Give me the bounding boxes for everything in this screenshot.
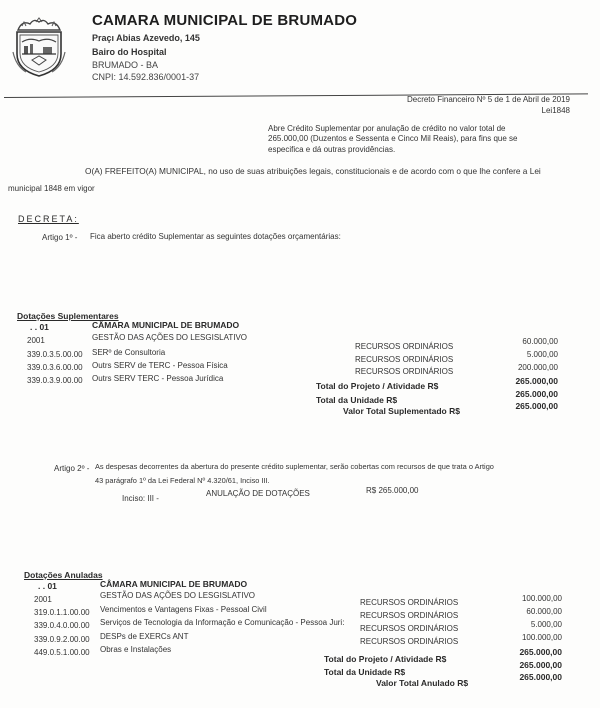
project-code: 2001 [27,336,45,345]
expense-code: 339.0.9.2.00.00 [34,635,90,644]
unit-name: CÂMARA MUNICIPAL DE BRUMADO [92,320,240,330]
city-line: BRUMADO - BA [92,60,159,70]
expense-code: 339.0.3.9.00.00 [27,376,83,385]
total-project-value: 265.000,00 [515,376,558,386]
inciso-value: R$ 265.000,00 [366,486,419,495]
expense-desc: DESPs de EXERCs ANT [100,632,189,641]
expense-desc: Outrs SERV de TERC - Pessoa Física [92,361,228,370]
neighborhood-line: Bairo do Hospital [92,47,167,57]
expense-source: RECURSOS ORDINÁRIOS [355,355,454,364]
unit-code: . . 01 [38,581,57,591]
total-unit-value: 265.000,00 [515,389,558,399]
total-unit-value: 265.000,00 [519,660,562,670]
expense-desc: Vencimentos e Vantagens Fixas - Pessoal Civil [100,605,267,614]
project-name: GESTÃO DAS AÇÕES DO LESGISLATIVO [100,591,256,600]
expense-code: 339.0.3.5.00.00 [27,350,83,359]
address-line: Praçı Abias Azevedo, 145 [92,33,200,43]
project-code: 2001 [34,595,52,604]
total-project-value: 265.000,00 [519,647,562,657]
unit-name: CÂMARA MUNICIPAL DE BRUMADO [100,579,248,589]
decree-title: Decreto Financeiro Nº 5 de 1 de Abril de 2019 [406,95,570,104]
total-unit-label: Total da Unidade R$ [316,395,398,405]
expense-value: 60.000,00 [526,607,562,616]
preamble-cont: municipal 1848 em vigor [8,184,95,193]
org-name: CAMARA MUNICIPAL DE BRUMADO [92,12,358,29]
expense-code: 319.0.1.1.00.00 [34,608,90,617]
expense-desc: Outrs SERV TERC - Pessoa Jurídica [92,374,224,383]
grand-total-value: 265.000,00 [519,672,562,682]
decree-summary-line: 265.000,00 (Duzentos e Sessenta e Cinco Mil Reais), para fins que se [268,134,518,143]
expense-code: 339.0.4.0.00.00 [34,621,90,630]
article1-label: Artigo 1º - [42,233,78,242]
inciso-text: ANULAÇÃO DE DOTAÇÕES [206,489,310,498]
article2-label: Artigo 2º - [54,464,90,473]
inciso-label: Inciso: III - [122,494,159,503]
expense-code: 449.0.5.1.00.00 [34,648,90,657]
coat-of-arms-icon [10,16,68,78]
supplementary-section-title: Dotações Suplementares [17,311,119,321]
expense-value: 100.000,00 [521,633,562,642]
decreta-heading: DECRETA: [18,214,79,224]
cnpj-line: CNPI: 14.592.836/0001-37 [92,72,200,82]
expense-value: 60.000,00 [522,337,558,346]
project-name: GESTÃO DAS AÇÕES DO LESGISLATIVO [92,333,248,342]
expense-desc: SERº de Consultoria [92,348,166,357]
grand-total-label: Valor Total Suplementado R$ [343,406,460,416]
decree-summary-line: Abre Crédito Suplementar por anulação de crédito no valor total de [268,124,506,133]
expense-desc: Serviços de Tecnologia da Informação e Comunicação - Pessoa Juri: [100,618,345,627]
unit-code: . . 01 [30,322,49,332]
expense-value: 5.000,00 [526,350,558,359]
expense-source: RECURSOS ORDINÁRIOS [360,598,459,607]
expense-value: 100.000,00 [521,594,562,603]
total-project-label: Total do Projeto / Atividade R$ [316,381,439,391]
expense-source: RECURSOS ORDINÁRIOS [360,624,459,633]
expense-desc: Obras e Instalações [100,645,172,654]
annulled-section-title: Dotações Anuladas [24,570,103,580]
expense-source: RECURSOS ORDINÁRIOS [360,611,459,620]
total-project-label: Total do Projeto / Atividade R$ [324,654,447,664]
expense-source: RECURSOS ORDINÁRIOS [355,342,454,351]
preamble: O(A) FREFEITO(A) MUNICIPAL, no uso de suas atribuições legais, constitucionais e de acordo com o que lhe confere a Lei [85,166,541,176]
expense-value: 5.000,00 [530,620,562,629]
expense-code: 339.0.3.6.00.00 [27,363,83,372]
expense-source: RECURSOS ORDINÁRIOS [355,367,454,376]
decree-law: Lei1848 [541,106,570,115]
grand-total-label: Valor Total Anulado R$ [376,678,469,688]
article1-text: Fica aberto crédito Suplementar as seguintes dotações orçamentárias: [90,232,341,241]
grand-total-value: 265.000,00 [515,401,558,411]
decree-summary-line: especifica e dá outras providências. [268,145,396,154]
article2-text-cont: 43 parágrafo 1º da Lei Federal Nº 4.320/61, Inciso III. [95,476,270,485]
total-unit-label: Total da Unidade R$ [324,667,406,677]
expense-value: 200.000,00 [517,363,558,372]
article2-text: As despesas decorrentes da abertura do presente crédito suplementar, serão cobertas com recursos de que trata o Artigo [95,462,494,471]
expense-source: RECURSOS ORDINÁRIOS [360,637,459,646]
